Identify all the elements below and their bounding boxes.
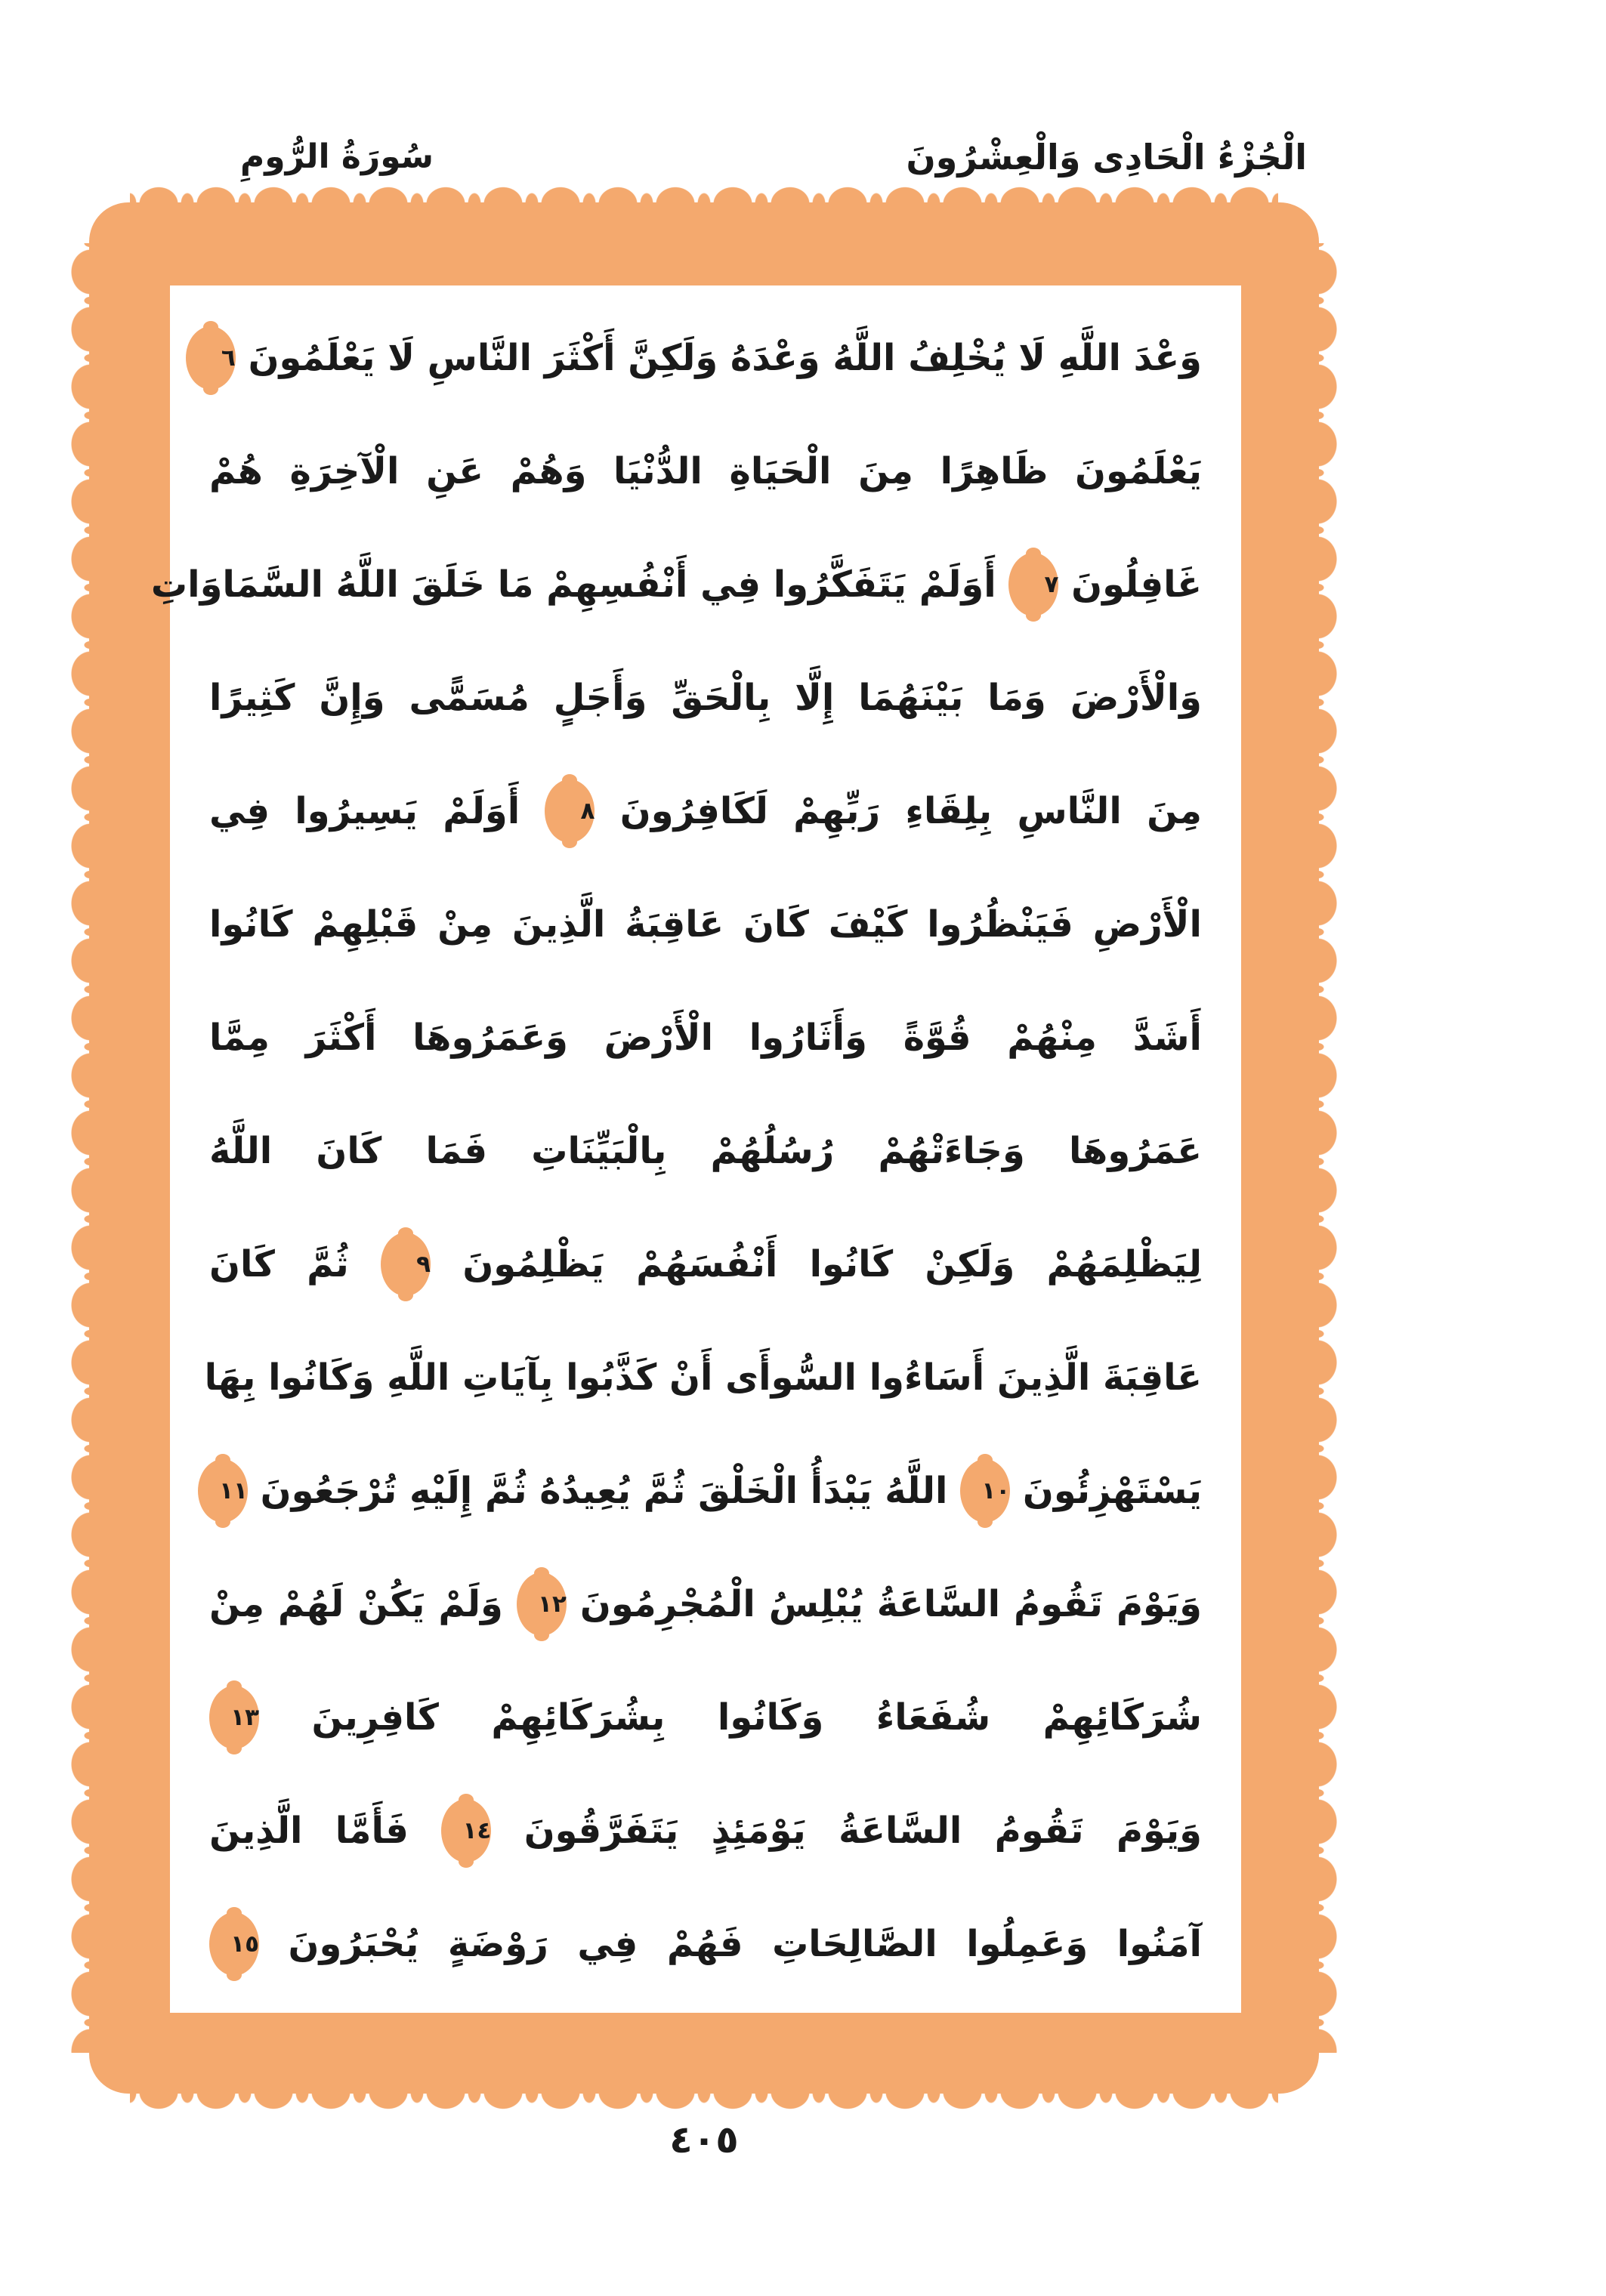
quran-text-line [209,979,1202,1092]
ayah-text: أَشَدَّ مِنْهُمْ قُوَّةً وَأَثَارُوا الْأَرْضَ وَعَمَرُوهَا أَكْثَرَ مِمَّا [209,1017,1202,1059]
quran-text-line [209,299,1202,412]
quran-text-line [209,752,1202,866]
ornamental-frame [89,202,1319,2094]
text-panel [150,285,1241,2013]
quran-text-line [209,1545,1202,1659]
ayah-text: لِيَظْلِمَهُمْ وَلَكِنْ كَانُوا أَنْفُسَهُمْ يَظْلِمُونَ [462,1243,1203,1285]
ayah-text: غَافِلُونَ [1071,563,1202,606]
verse-number-marker [1008,553,1058,616]
ayah-text: وَيَوْمَ تَقُومُ السَّاعَةُ يُبْلِسُ الْمُجْرِمُونَ [579,1583,1203,1625]
ayah-text: أَوَلَمْ يَتَفَكَّرُوا فِي أَنْفُسِهِمْ مَا خَلَقَ اللَّهُ السَّمَاوَاتِ [150,563,996,606]
ayah-text: آمَنُوا وَعَمِلُوا الصَّالِحَاتِ فَهُمْ فِي رَوْضَةٍ يُحْبَرُونَ [288,1923,1202,1965]
verse-number-marker [209,1912,259,1976]
verse-number-marker [198,1459,248,1523]
quran-text-line [209,1432,1202,1545]
ayah-text: وَعْدَ اللَّهِ لَا يُخْلِفُ اللَّهُ وَعْدَهُ وَلَكِنَّ أَكْثَرَ النَّاسِ لَا يَعْلَمُونَ [248,337,1202,379]
verse-number: ١١ [219,1477,248,1504]
ayah-text: وَيَوْمَ تَقُومُ السَّاعَةُ يَوْمَئِذٍ يَتَفَرَّقُونَ [523,1810,1203,1852]
ayah-text: اللَّهُ يَبْدَأُ الْخَلْقَ ثُمَّ يُعِيدُهُ ثُمَّ إِلَيْهِ تُرْجَعُونَ [260,1470,948,1512]
verse-number: ١٢ [538,1591,567,1618]
verse-number-marker [517,1572,567,1636]
quran-text-line [204,1319,1202,1432]
quran-text-line [209,1885,1202,1998]
frame-scallop-right [1317,243,1337,2053]
quran-text-line [209,866,1202,979]
frame-scallop-top [130,184,1278,204]
page-number: ٤٠٥ [669,2118,739,2162]
ayah-text: شُرَكَائِهِمْ شُفَعَاءُ وَكَانُوا بِشُرَكَائِهِمْ كَافِرِينَ [311,1696,1203,1739]
verse-number-marker [960,1459,1010,1523]
juz-header: الْجُزْءُ الْحَادِى وَالْعِشْرُونَ [906,137,1307,177]
quran-text-line [209,1205,1202,1319]
quran-text-line [209,639,1202,752]
ayah-text: مِنَ النَّاسِ بِلِقَاءِ رَبِّهِمْ لَكَافِرُونَ [619,790,1202,832]
ayah-text: يَسْتَهْزِئُونَ [1022,1470,1202,1512]
ayah-text: فَأَمَّا الَّذِينَ [209,1810,409,1852]
ayah-text: عَاقِبَةَ الَّذِينَ أَسَاءُوا السُّوأَى أَنْ كَذَّبُوا بِآيَاتِ اللَّهِ وَكَانُوا بِهَا [204,1356,1202,1399]
quran-text-line [209,412,1202,526]
verse-number: ١٤ [462,1817,492,1844]
frame-scallop-left [71,243,91,2053]
ayah-text: وَالْأَرْضَ وَمَا بَيْنَهُمَا إِلَّا بِالْحَقِّ وَأَجَلٍ مُسَمًّى وَإِنَّ كَثِيرًا [209,677,1202,719]
ayah-text: وَلَمْ يَكُنْ لَهُمْ مِنْ [209,1583,503,1625]
quran-text-line [209,1092,1202,1205]
verse-number-marker [381,1233,431,1296]
verse-number-marker [441,1799,491,1862]
surah-name-header: سُورَةُ الرُّومِ [240,137,434,176]
verse-number: ٦ [221,344,236,372]
verse-number: ١٠ [981,1477,1011,1504]
ayah-text: الْأَرْضِ فَيَنْظُرُوا كَيْفَ كَانَ عَاقِبَةُ الَّذِينَ مِنْ قَبْلِهِمْ كَانُوا [209,903,1202,946]
quran-lines [150,299,1203,1998]
verse-number: ٩ [416,1251,431,1278]
quran-text-line [209,1659,1202,1772]
ayah-text: يَعْلَمُونَ ظَاهِرًا مِنَ الْحَيَاةِ الدُّنْيَا وَهُمْ عَنِ الْآخِرَةِ هُمْ [209,450,1202,492]
verse-number: ٧ [1044,571,1059,598]
ayah-text: أَوَلَمْ يَسِيرُوا فِي [209,790,520,832]
verse-number-marker [209,1686,259,1749]
ayah-text: عَمَرُوهَا وَجَاءَتْهُمْ رُسُلُهُمْ بِالْبَيِّنَاتِ فَمَا كَانَ اللَّهُ [209,1130,1202,1172]
quran-text-line [150,526,1202,639]
verse-number: ١٣ [230,1704,259,1731]
quran-text-line [209,1772,1202,1885]
ayah-text: ثُمَّ كَانَ [209,1243,349,1285]
verse-number-marker [545,779,595,843]
verse-number-marker [186,326,236,390]
verse-number: ٨ [580,798,595,825]
verse-number: ١٥ [230,1930,259,1958]
